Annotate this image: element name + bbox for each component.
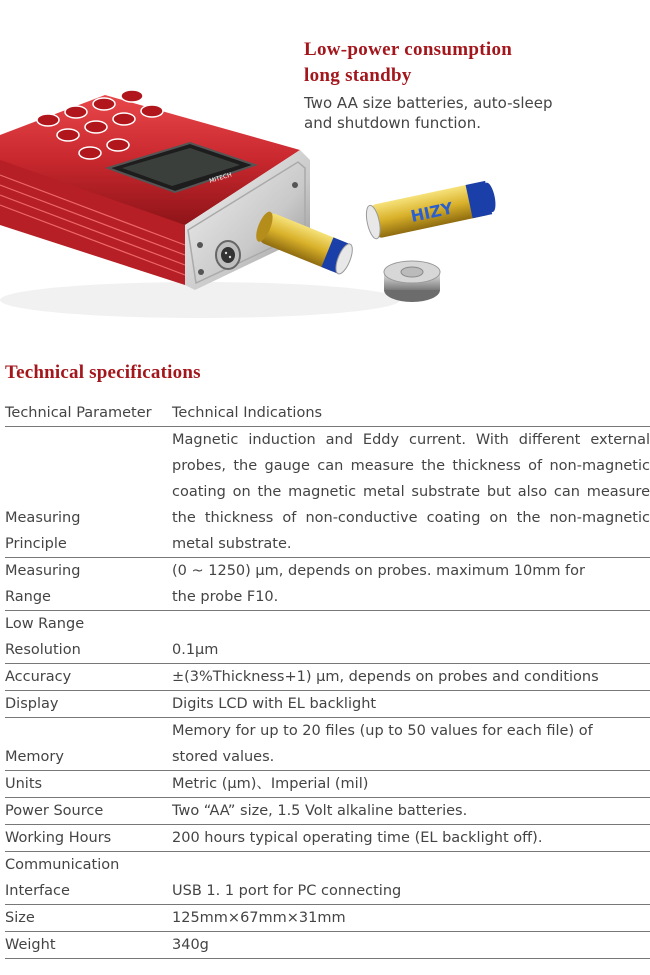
value-cell	[168, 718, 650, 771]
value-cell: ±(3%Thickness+1) μm, depends on probes and conditions	[168, 664, 650, 691]
specs-title: Technical specifications	[5, 362, 201, 383]
hero-text-line2: and shutdown function.	[304, 114, 481, 132]
param-line: Communication	[5, 857, 120, 873]
param-cell: Power Source	[5, 798, 168, 825]
device-brand-label: MITECH	[208, 171, 233, 185]
param-cell: Accuracy	[5, 664, 168, 691]
param-cell: Working Hours	[5, 825, 168, 852]
param-cell: Memory	[5, 718, 168, 771]
param-cell: Weight	[5, 932, 168, 959]
value-cell: Magnetic induction and Eddy current. With different external probes, the gauge can measure the thickness of non-magnetic coating on the magnetic metal substrate but also can measure the thickness of non-conductive coating on the non-magnetic metal substrate.	[168, 427, 650, 558]
table-row	[5, 558, 650, 611]
spec-table	[5, 400, 650, 959]
hero-title-line2: long standby	[304, 65, 412, 86]
probe-connector	[216, 241, 240, 269]
value-cell: USB 1. 1 port for PC connecting	[168, 852, 650, 905]
value-cell: Metric (μm)、Imperial (mil)	[168, 771, 650, 798]
hero-text-line1: Two AA size batteries, auto-sleep	[304, 94, 553, 112]
value-cell: 0.1μm	[168, 611, 650, 664]
param-line: Measuring	[5, 510, 81, 526]
param-line: Measuring	[5, 563, 81, 579]
value-line: (0 ~ 1250) μm, depends on probes. maximum 10mm for	[172, 563, 585, 579]
battery-brand-label: HIZY	[408, 198, 455, 226]
table-row	[5, 691, 650, 718]
param-cell: Units	[5, 771, 168, 798]
value-cell: Two “AA” size, 1.5 Volt alkaline batteries.	[168, 798, 650, 825]
header-param: Technical Parameter	[5, 400, 168, 427]
value-line: Memory for up to 20 files (up to 50 values for each file) of	[172, 723, 593, 739]
hero-title-line1: Low-power consumption	[304, 39, 513, 60]
hero-section	[0, 0, 650, 340]
param-cell	[5, 427, 168, 558]
param-line: Resolution	[5, 642, 81, 658]
table-row	[5, 852, 650, 905]
value-cell: 200 hours typical operating time (EL backlight off).	[168, 825, 650, 852]
battery-cap	[384, 261, 440, 302]
param-line: Interface	[5, 883, 70, 899]
param-line: Low Range	[5, 616, 85, 632]
table-row	[5, 611, 650, 664]
table-row	[5, 798, 650, 825]
value-cell: Digits LCD with EL backlight	[168, 691, 650, 718]
hero-title	[304, 37, 512, 89]
table-row	[5, 932, 650, 959]
value-cell: 340g	[168, 932, 650, 959]
table-header-row	[5, 400, 650, 427]
battery-loose	[364, 180, 498, 240]
table-row	[5, 825, 650, 852]
hero-description	[304, 93, 552, 133]
table-row	[5, 664, 650, 691]
table-row	[5, 905, 650, 932]
param-cell	[5, 852, 168, 905]
param-line: Range	[5, 589, 51, 605]
value-line: stored values.	[172, 749, 275, 765]
header-value: Technical Indications	[168, 400, 650, 427]
param-line: Principle	[5, 536, 67, 552]
table-row	[5, 718, 650, 771]
param-cell: Display	[5, 691, 168, 718]
param-cell	[5, 611, 168, 664]
table-row	[5, 771, 650, 798]
value-cell: 125mm×67mm×31mm	[168, 905, 650, 932]
value-cell	[168, 558, 650, 611]
param-cell	[5, 558, 168, 611]
table-row	[5, 427, 650, 558]
param-cell: Size	[5, 905, 168, 932]
value-line: the probe F10.	[172, 589, 279, 605]
